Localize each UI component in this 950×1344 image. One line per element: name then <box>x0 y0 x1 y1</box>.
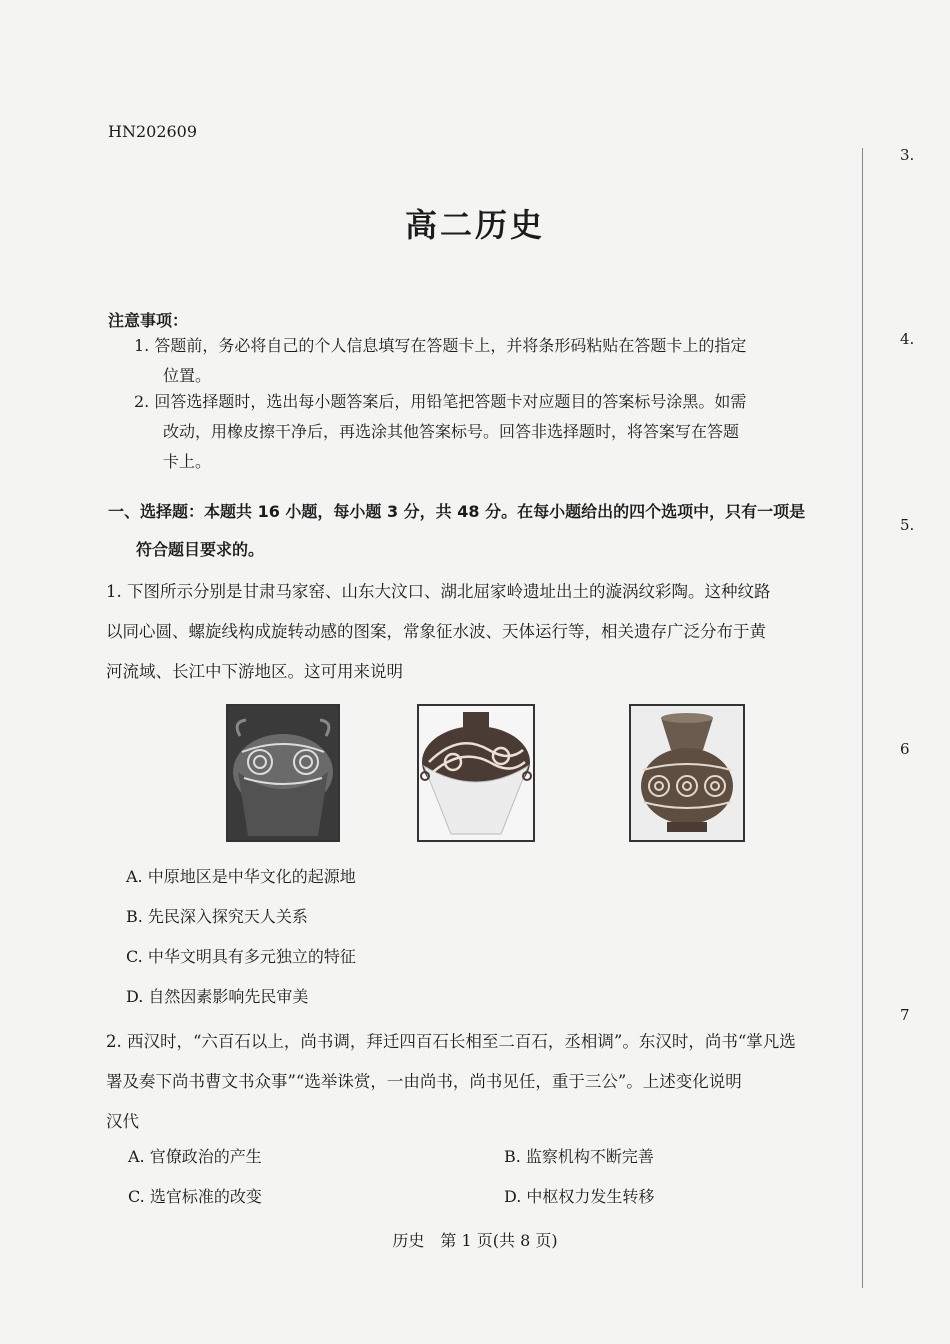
notice-item-2: 2. 回答选择题时，选出每小题答案后，用铅笔把答题卡对应题目的答案标号涂黑。如需 改动，用橡皮擦干净后，再选涂其他答案标号。回答非选择题时，将答案写在答题 卡上。 <box>134 392 747 471</box>
notice-heading: 注意事项： <box>108 311 189 330</box>
q1-option-c: C. 中华文明具有多元独立的特征 <box>126 947 356 966</box>
question-2-stem: 2. 西汉时，“六百石以上，尚书调，拜迁四百石长相至二百石，丞相调”。东汉时，尚书“掌凡选 署及奏下尚书曹文书众事”“选举诛赏，一由尚书，尚书见任，重于三公”。上述变化说明 汉代 <box>106 1032 796 1131</box>
q2-option-d: D. 中枢权力发生转移 <box>504 1187 655 1206</box>
q1-option-a: A. 中原地区是中华文化的起源地 <box>126 867 356 886</box>
q1-option-b: B. 先民深入探究天人关系 <box>126 907 308 926</box>
section-heading: 一、选择题：本题共 16 小题，每小题 3 分，共 48 分。在每小题给出的四个选项中，只有一项是 符合题目要求的。 <box>108 502 806 559</box>
pottery-image-dawenkou <box>417 704 535 842</box>
page-title: 高二历史 <box>404 206 545 244</box>
margin-number: 7 <box>900 1006 910 1024</box>
pottery-image-qujialing <box>629 704 745 842</box>
q2-option-c: C. 选官标准的改变 <box>128 1187 262 1206</box>
page-footer: 历史 第 1 页(共 8 页) <box>392 1231 558 1250</box>
margin-divider <box>862 148 863 1288</box>
margin-number: 5. <box>900 516 915 534</box>
q2-option-a: A. 官僚政治的产生 <box>128 1147 262 1166</box>
margin-number: 6 <box>900 740 910 758</box>
notice-item-1: 1. 答题前，务必将自己的个人信息填写在答题卡上，并将条形码粘贴在答题卡上的指定 位置。 <box>134 336 747 385</box>
margin-number: 4. <box>900 330 915 348</box>
question-1-stem: 1. 下图所示分别是甘肃马家窑、山东大汶口、湖北屈家岭遗址出土的漩涡纹彩陶。这种纹路 以同心圆、螺旋线构成旋转动感的图案，常象征水波、天体运行等，相关遗存广泛分布于黄 河流域、长江中下游地区。这可用来说明 <box>106 582 771 681</box>
q2-option-b: B. 监察机构不断完善 <box>504 1147 654 1166</box>
margin-number: 3. <box>900 146 915 164</box>
q1-option-d: D. 自然因素影响先民审美 <box>126 987 309 1006</box>
pottery-image-majiayao <box>226 704 340 842</box>
exam-code: HN202609 <box>108 122 198 141</box>
